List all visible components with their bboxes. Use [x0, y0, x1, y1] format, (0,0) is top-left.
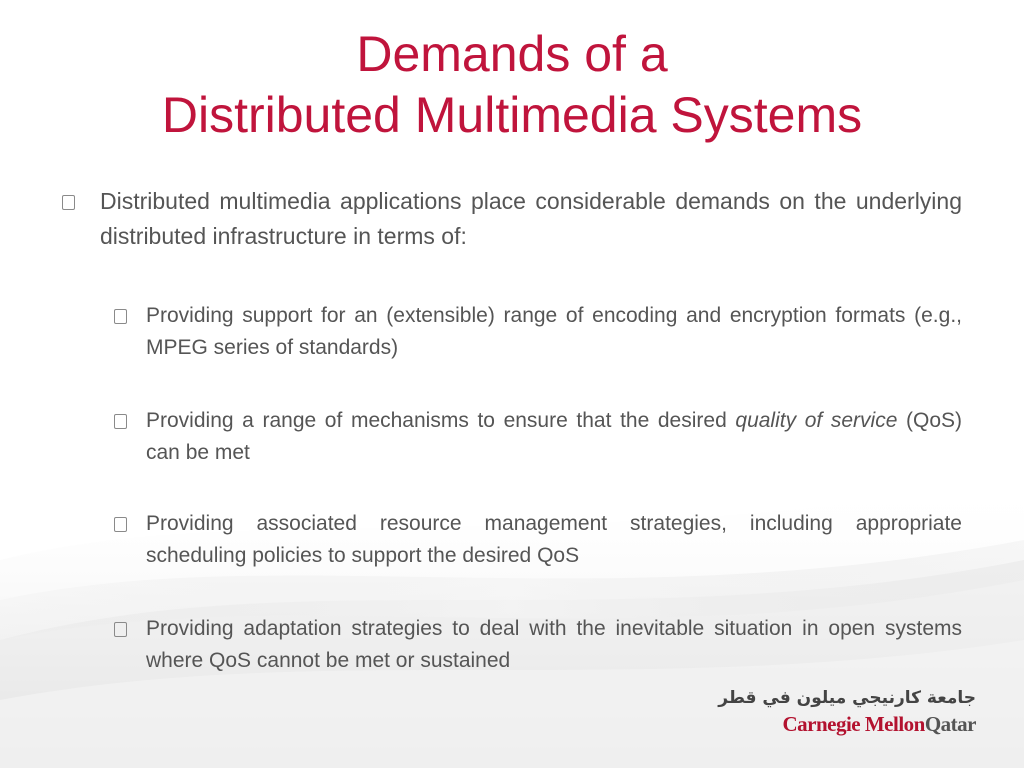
title-line-2: Distributed Multimedia Systems [161, 87, 863, 143]
sub-bullet-2-part-1: Providing a range of mechanisms to ensure that the desired [146, 409, 736, 432]
hollow-square-bullet-icon [114, 622, 127, 637]
logo-carnegie-mellon: Carnegie Mellon [782, 712, 925, 736]
sub-bullet-1-text: Providing support for an (extensible) range of encoding and encryption formats (e.g., MPEG series of standards) [146, 304, 962, 359]
logo-latin-text [782, 712, 976, 737]
hollow-square-bullet-icon [114, 517, 127, 532]
main-bullet-text: Distributed multimedia applications place considerable demands on the underlying distributed infrastructure in terms of: [100, 188, 962, 249]
slide-title [0, 24, 1024, 146]
sub-bullet-4-text: Providing adaptation strategies to deal with the inevitable situation in open systems where QoS cannot be met or sustained [146, 617, 962, 672]
logo-qatar: Qatar [924, 712, 976, 736]
hollow-square-bullet-icon [114, 414, 127, 429]
logo-arabic-text: جامعة كارنيجي ميلون في قطر [718, 688, 976, 708]
sub-bullet-2-emphasis: quality of service [735, 409, 898, 432]
hollow-square-bullet-icon [114, 309, 127, 324]
title-line-1: Demands of a [356, 26, 668, 82]
sub-bullet-2-text [146, 405, 962, 469]
hollow-square-bullet-icon [62, 195, 75, 210]
sub-bullet-3-text: Providing associated resource management strategies, including appropriate scheduling policies to support the desired QoS [146, 512, 962, 567]
sub-bullet-2-part-2: (QoS) can be met [146, 409, 963, 464]
carnegie-mellon-qatar-logo [718, 688, 976, 740]
